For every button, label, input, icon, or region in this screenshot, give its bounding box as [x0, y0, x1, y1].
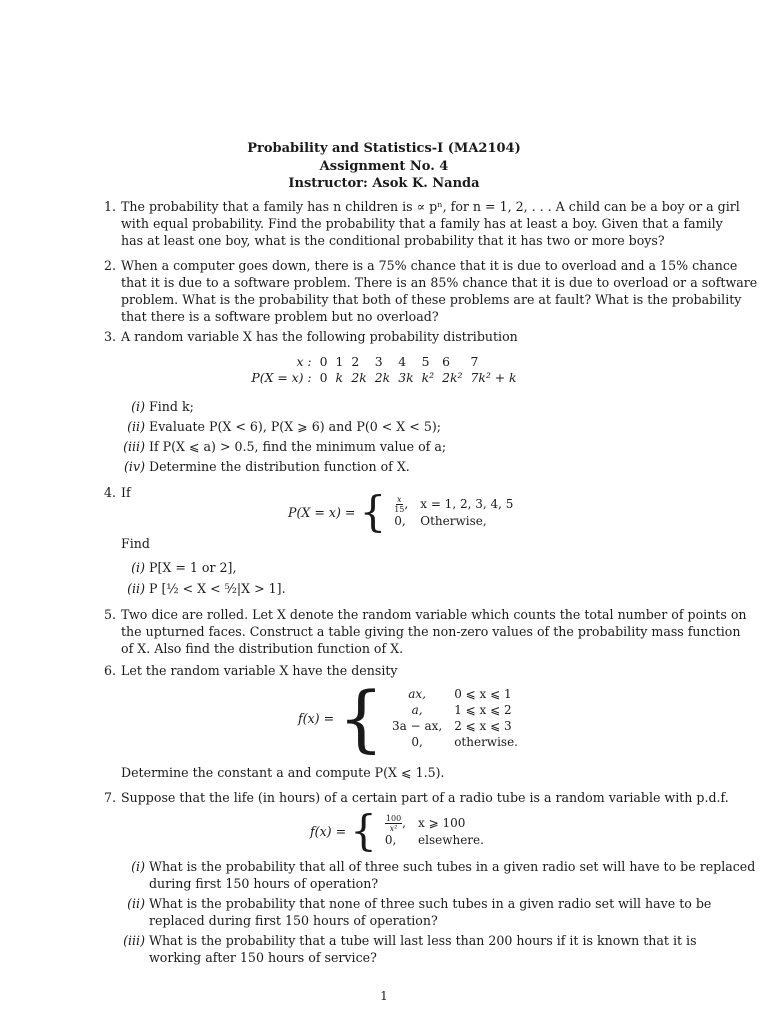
problem-text-line: with equal probability. Find the probability that a family has at least a boy. Given that a family	[121, 216, 723, 231]
item-text-line: What is the probability that none of three such tubes in a given radio set will have to be	[149, 896, 712, 911]
table-cell: 7k² + k	[470, 370, 517, 385]
equation-lhs: f(x) =	[298, 710, 335, 726]
table-row	[247, 370, 520, 386]
piecewise-cases	[379, 814, 490, 848]
table-cell: 1	[335, 354, 344, 369]
table-cell: 4	[398, 354, 407, 369]
row-label: x :	[296, 354, 312, 369]
table-cell: 0	[319, 354, 328, 369]
fraction	[394, 495, 404, 514]
item-text: If P(X ⩽ a) > 0.5, find the minimum value of a;	[149, 439, 447, 454]
item-label: (iv)	[124, 459, 145, 474]
distribution-table-wrap	[0, 354, 768, 386]
problem-3	[104, 328, 656, 345]
case-condition: Otherwise,	[420, 514, 487, 528]
problem-4-items	[121, 559, 656, 597]
problem-text-line: that it is due to a software problem. There is an 85% chance that it is due to overload or a software	[121, 275, 758, 290]
case-value: ax,	[408, 687, 426, 701]
document-header	[0, 140, 768, 193]
case-condition: x = 1, 2, 3, 4, 5	[420, 497, 514, 511]
case-row	[386, 686, 524, 702]
case-condition: otherwise.	[454, 735, 518, 749]
case-value: 0,	[384, 833, 397, 847]
case-row	[386, 702, 524, 718]
problem-text-line: A random variable X has the following probability distribution	[121, 329, 518, 344]
fraction-denominator: x²	[389, 824, 398, 833]
list-item	[121, 438, 656, 455]
case-row	[386, 734, 524, 750]
fraction-numerator: 100	[385, 814, 402, 823]
case-condition: elsewhere.	[418, 833, 484, 847]
problem-6-outro: Determine the constant a and compute P(X ⩽ 1.5).	[121, 765, 445, 780]
item-text-line: replaced during first 150 hours of operation?	[149, 913, 438, 928]
fraction-numerator: x	[397, 495, 402, 504]
list-item	[121, 458, 656, 475]
item-label: (ii)	[127, 896, 145, 911]
problem-number: 5.	[104, 607, 117, 622]
item-label: (iii)	[123, 933, 145, 948]
table-cell: 3k	[398, 370, 414, 385]
case-value: 3a − ax,	[391, 719, 443, 733]
table-cell: 2k	[351, 370, 367, 385]
problem-text-line: problem. What is the probability that both of these problems are at fault? What is the probability	[121, 292, 742, 307]
left-brace: {	[359, 487, 387, 536]
case-value: $\frac{x}{15}$ ,	[394, 495, 409, 514]
table-cell: 3	[374, 354, 383, 369]
item-text: Find k;	[149, 399, 194, 414]
case-value: 0,	[394, 514, 406, 528]
list-item	[121, 895, 712, 929]
case-condition: 1 ⩽ x ⩽ 2	[454, 703, 512, 717]
item-label: (ii)	[127, 581, 145, 596]
density-equation	[298, 676, 524, 760]
problem-text-line: Let the random variable X have the density	[121, 663, 398, 678]
table-cell: 2	[351, 354, 360, 369]
list-item	[121, 858, 756, 892]
table-cell: 5	[421, 354, 430, 369]
fraction-denominator: 15	[394, 505, 405, 514]
problem-number: 4.	[104, 485, 117, 500]
problem-number: 6.	[104, 663, 117, 678]
problem-text-line: the upturned faces. Construct a table giving the non-zero values of the probability mass function	[121, 624, 741, 639]
case-value: a,	[411, 703, 423, 717]
problem-7-items	[121, 858, 756, 966]
fraction	[385, 814, 402, 833]
problem-text-line: has at least one boy, what is the conditional probability that it has two or more boys?	[121, 233, 665, 248]
piecewise-cases	[386, 686, 524, 750]
case-row	[379, 833, 490, 848]
equation-lhs: P(X = x) =	[288, 504, 356, 520]
item-text: Determine the distribution function of X.	[149, 459, 410, 474]
case-row	[388, 495, 519, 514]
page-number: 1	[380, 989, 388, 1003]
case-condition: x ⩾ 100	[418, 816, 466, 830]
left-brace: {	[338, 676, 384, 760]
table-cell: 2k	[374, 370, 391, 385]
problem-text-line: that there is a software problem but no overload?	[121, 309, 439, 324]
item-text-line: What is the probability that all of three such tubes in a given radio set will have to be replaced	[149, 859, 756, 874]
case-value: $\frac{100}{\text{x²}}$ ,	[385, 814, 406, 833]
table-cell: 6	[442, 354, 450, 369]
item-label: (iii)	[123, 439, 145, 454]
course-title: Probability and Statistics-I (MA2104)	[247, 141, 521, 156]
item-label: (ii)	[127, 419, 145, 434]
case-condition: 0 ⩽ x ⩽ 1	[454, 687, 512, 701]
left-brace: {	[350, 806, 377, 855]
list-item	[121, 580, 656, 597]
item-text-line: working after 150 hours of service?	[149, 950, 377, 965]
problem-number: 7.	[104, 790, 117, 805]
problem-7	[104, 789, 729, 806]
problem-3-items	[121, 398, 656, 475]
list-item	[121, 932, 697, 966]
table-cell: 0	[319, 370, 328, 385]
pmf-equation	[288, 487, 519, 536]
case-row	[388, 514, 519, 529]
table-cell: 7	[470, 354, 479, 369]
item-text-line: What is the probability that a tube will last less than 200 hours if it is known that it is	[149, 933, 697, 948]
table-cell: k	[335, 370, 343, 385]
pdf-equation	[310, 806, 490, 855]
problem-number: 1.	[104, 199, 117, 214]
item-label: (i)	[131, 560, 145, 575]
list-item	[121, 398, 656, 415]
problem-text-line: When a computer goes down, there is a 75% chance that it is due to overload and a 15% chance	[121, 258, 738, 273]
item-label: (i)	[131, 399, 145, 414]
problem-number: 2.	[104, 258, 117, 273]
problem-2	[104, 257, 758, 325]
find-label: Find	[121, 536, 150, 551]
item-text: Evaluate P(X < 6), P(X ⩾ 6) and P(0 < X < 5);	[149, 419, 441, 434]
problem-text-line: of X. Also find the distribution function of X.	[121, 641, 404, 656]
item-text: P[X = 1 or 2],	[149, 560, 237, 575]
case-value: 0,	[411, 735, 423, 749]
problem-1	[104, 198, 740, 249]
case-condition: 2 ⩽ x ⩽ 3	[454, 719, 512, 733]
item-text-line: during first 150 hours of operation?	[149, 876, 379, 891]
problem-5	[104, 606, 747, 657]
row-label: P(X = x) :	[251, 370, 312, 385]
equation-lhs: f(x) =	[310, 823, 347, 839]
table-row	[247, 354, 520, 370]
problem-text-line: The probability that a family has n children is ∝ pⁿ, for n = 1, 2, . . . A child can be a boy or a girl	[121, 199, 740, 214]
piecewise-cases	[388, 495, 519, 529]
problem-number: 3.	[104, 329, 117, 344]
instructor-name: Instructor: Asok K. Nanda	[288, 176, 480, 191]
problem-text-line: If	[121, 485, 131, 500]
item-text: P [½ < X < ⁵⁄₂|X > 1].	[149, 581, 286, 596]
item-label: (i)	[131, 859, 145, 874]
problem-text-line: Two dice are rolled. Let X denote the random variable which counts the total number of points on	[121, 607, 747, 622]
problem-text-line: Suppose that the life (in hours) of a certain part of a radio tube is a random variable with p.d.f.	[121, 790, 729, 805]
case-row	[379, 814, 490, 833]
distribution-table	[247, 354, 520, 386]
assignment-number: Assignment No. 4	[319, 158, 449, 174]
list-item	[121, 418, 656, 435]
list-item	[121, 559, 656, 576]
table-cell: 2k²	[442, 370, 463, 385]
table-cell: k²	[421, 370, 435, 385]
case-row	[386, 718, 524, 734]
